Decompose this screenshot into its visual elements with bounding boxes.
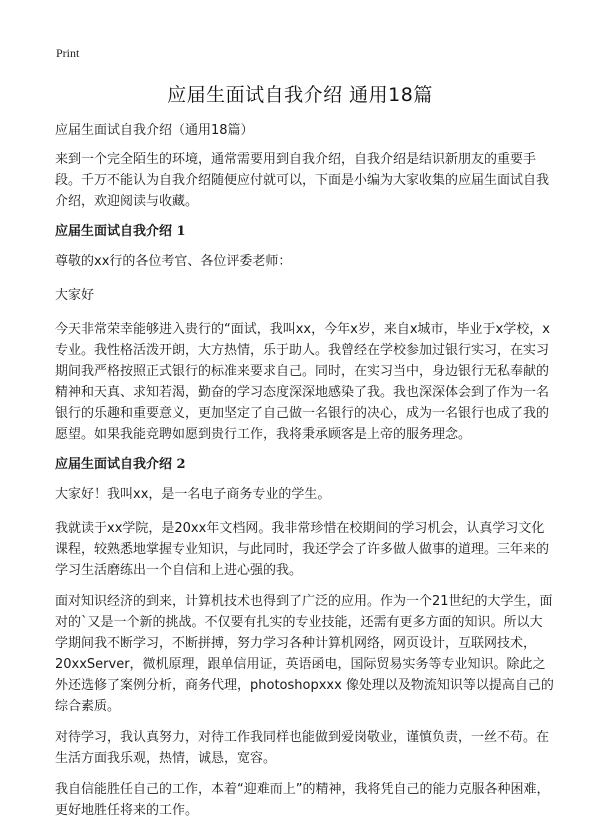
section-1-hello: 大家好 [55,288,95,303]
section-2-paragraph-3: 面对知识经济的到来，计算机技术也得到了广泛的应用。作为一个21世纪的大学生，面对的`又是一个新的挑战。不仅要有扎实的专业技能，还需有更多方面的知识。所以大学期间我不断学习，不断拼搏，努力学习各种计算机网络，网页设计，互联网技术，20xxServer，微机原理，跟单信用证，英语函电，国际贸易实务等专业知识。除此之外还选修了案例分析，商务代理，photoshopxxx 像处理以及物流知识等以提高自己的综合素质。 [55,594,554,714]
section-1-greeting: 尊敬的xx行的各位考官、各位评委老师： [55,254,292,269]
section-2-paragraph-1: 大家好！我叫xx，是一名电子商务专业的学生。 [55,487,331,502]
section-2-paragraph-4: 对待学习，我认真努力，对待工作我同样也能做到爱岗敬业，谨慎负责，一丝不苟。在生活方面我乐观，热情，诚恳，宽容。 [55,730,550,766]
section-1-body: 今天非常荣幸能够进入贵行的“面试，我叫xx，今年x岁，来自x城市，毕业于x学校，x专业。我性格活泼开朗，大方热情，乐于助人。我曾经在学校参加过银行实习，在实习期间我严格按照正式银行的标准来要求自己。同时，在实习当中，身边银行无私奉献的精神和天真、求知若渴，勤奋的学习态度深深地感染了我。我也深深体会到了作为一名银行的乐趣和重要意义，更加坚定了自己做一名银行的决心，成为一名银行也成了我的愿望。如果我能竞聘如愿到贵行工作，我将秉承顾客是上帝的服务理念。 [55,322,550,442]
article-subtitle: 应届生面试自我介绍（通用18篇） [55,123,254,138]
section-2-paragraph-2: 我就读于xx学院，是20xx年文档网。我非常珍惜在校期间的学习机会，认真学习文化课程，较熟悉地掌握专业知识，与此同时，我还学会了许多做人做事的道理。三年来的学习生活磨练出一个自信和上进心强的我。 [55,521,550,578]
print-link[interactable]: Print [56,46,80,60]
page-title: 应届生面试自我介绍 通用18篇 [167,84,433,106]
section-1-heading: 应届生面试自我介绍 1 [55,224,186,239]
section-2-paragraph-5: 我自信能胜任自己的工作，本着“迎难而上”的精神，我将凭自己的能力克服各种困难，更好地胜任将来的工作。 [55,782,550,818]
article-body [55,120,554,831]
intro-paragraph: 来到一个完全陌生的环境，通常需要用到自我介绍，自我介绍是结识新朋友的重要手段。千万不能认为自我介绍随便应付就可以，下面是小编为大家收集的应届生面试自我介绍，欢迎阅读与收藏。 [55,152,550,209]
section-2-heading: 应届生面试自我介绍 2 [55,457,186,472]
